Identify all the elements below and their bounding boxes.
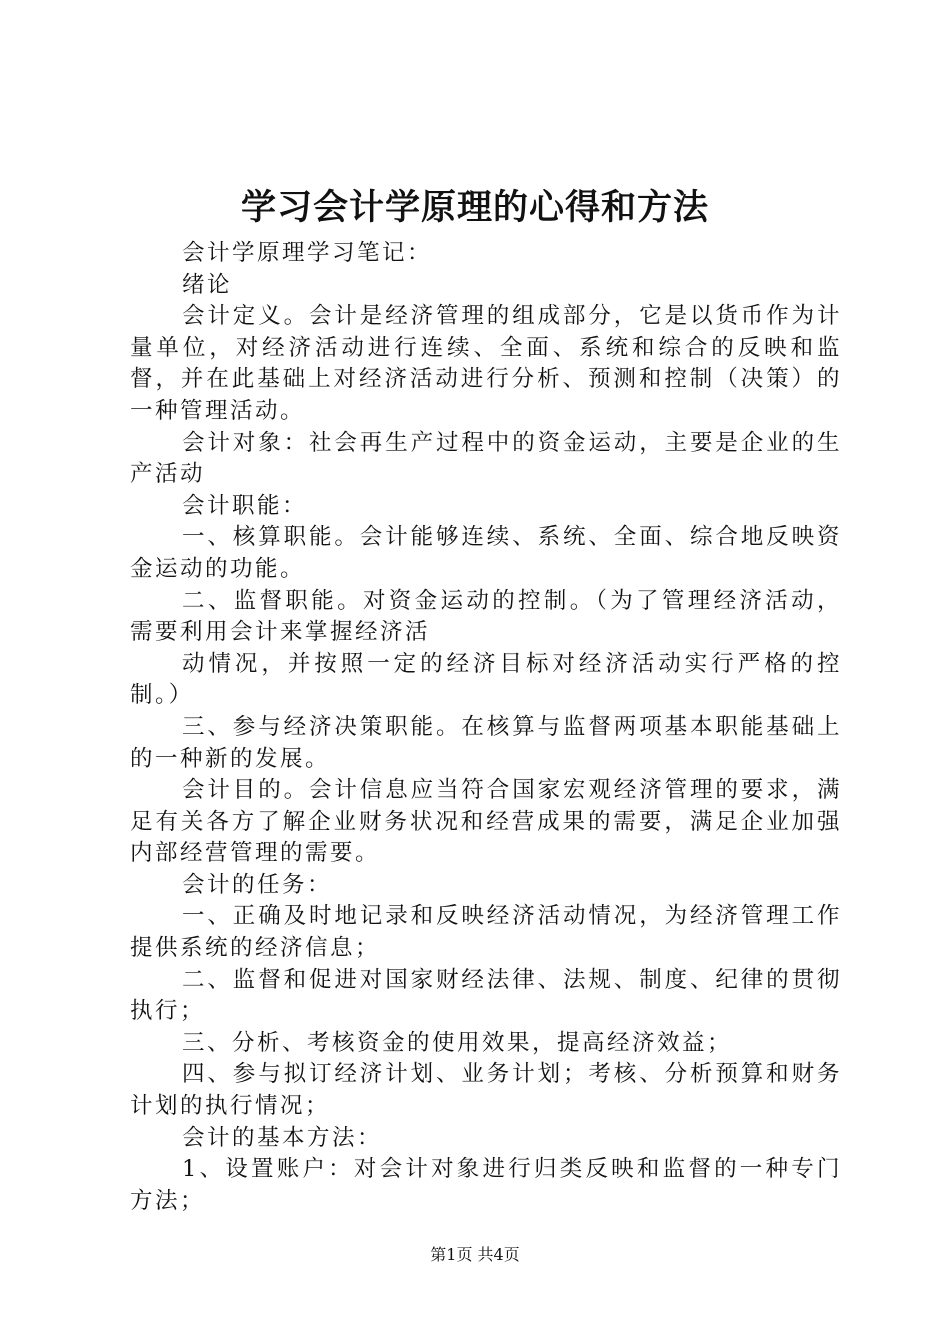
paragraph: 三、分析、考核资金的使用效果，提高经济效益； [182,1029,733,1056]
paragraph: 三、参与经济决策职能。在核算与监督两项基本职能基础上的一种新的发展。 [130,713,842,772]
paragraph: 绪论 [182,271,233,298]
paragraph: 动情况，并按照一定的经济目标对经济活动实行严格的控制。） [130,650,842,709]
paragraph: 一、正确及时地记录和反映经济活动情况，为经济管理工作提供系统的经济信息； [130,903,842,962]
paragraph: 二、监督和促进对国家财经法律、法规、制度、纪律的贯彻执行； [130,966,842,1025]
document-body [130,238,842,1217]
paragraph: 会计定义。会计是经济管理的组成部分，它是以货币作为计量单位，对经济活动进行连续、全面、系统和综合的反映和监督，并在此基础上对经济活动进行分析、预测和控制（决策）的一种管理活动。 [130,303,842,424]
paragraph: 会计职能： [182,492,308,519]
paragraph: 二、监督职能。对资金运动的控制。（为了管理经济活动，需要利用会计来掌握经济活 [130,587,842,646]
paragraph: 四、参与拟订经济计划、业务计划；考核、分析预算和财务计划的执行情况； [130,1061,842,1120]
paragraph: 会计对象：社会再生产过程中的资金运动，主要是企业的生产活动 [130,429,842,488]
page-footer: 第1页 共4页 [430,1245,520,1264]
paragraph: 1、设置账户：对会计对象进行归类反映和监督的一种专门方法； [130,1156,842,1214]
paragraph: 会计学原理学习笔记： [182,240,433,266]
paragraph: 一、核算职能。会计能够连续、系统、全面、综合地反映资金运动的功能。 [130,524,842,582]
paragraph: 会计目的。会计信息应当符合国家宏观经济管理的要求，满足有关各方了解企业财务状况和经营成果的需要，满足企业加强内部经营管理的需要。 [130,777,842,867]
paragraph: 会计的任务： [182,871,333,898]
document-title: 学习会计学原理的心得和方法 [240,187,709,228]
paragraph: 会计的基本方法： [182,1124,383,1151]
